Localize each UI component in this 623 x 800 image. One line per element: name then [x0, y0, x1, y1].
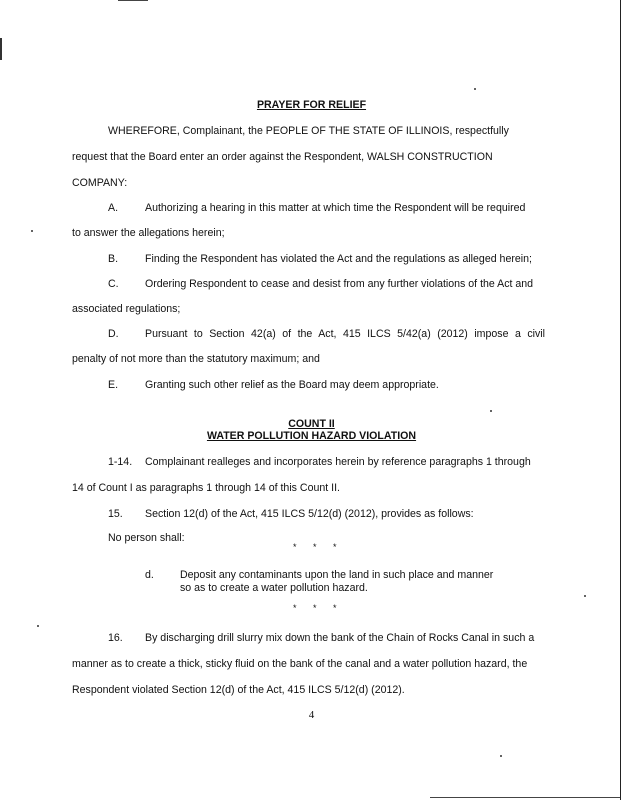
- relief-item-e-line-1: Granting such other relief as the Board may deem appropriate.: [145, 379, 439, 391]
- relief-item-a-label: A.: [108, 202, 119, 214]
- relief-item-e-label: E.: [108, 379, 119, 391]
- paragraph-16-line-2: manner as to create a thick, sticky fluid on the bank of the canal and a water pollution hazard, the: [72, 658, 528, 670]
- count-ii-heading: COUNT II: [288, 418, 335, 430]
- paragraph-1-14-label: 1-14.: [108, 456, 133, 468]
- relief-item-a-line-2: to answer the allegations herein;: [72, 227, 225, 239]
- page-number: 4: [308, 709, 315, 721]
- prayer-intro-line-2: request that the Board enter an order against the Respondent, WALSH CONSTRUCTION: [72, 151, 493, 163]
- paragraph-16-line-3: Respondent violated Section 12(d) of the Act, 415 ILCS 5/12(d) (2012).: [72, 684, 405, 696]
- prayer-intro-line-3: COMPANY:: [72, 177, 128, 189]
- ellipsis-stars-bottom: * * *: [293, 603, 344, 613]
- prayer-heading: PRAYER FOR RELIEF: [256, 99, 367, 111]
- scan-speck: [584, 595, 586, 597]
- scan-edge-right: [620, 0, 621, 800]
- prayer-intro-line-1: WHEREFORE, Complainant, the PEOPLE OF THE STATE OF ILLINOIS, respectfully: [108, 125, 509, 137]
- relief-item-a-line-1: Authorizing a hearing in this matter at which time the Respondent will be required: [145, 202, 526, 214]
- paragraph-15-text: Section 12(d) of the Act, 415 ILCS 5/12(d) (2012), provides as follows:: [145, 508, 474, 520]
- scan-speck: [500, 755, 502, 757]
- scan-speck: [37, 625, 39, 627]
- relief-item-c-label: C.: [108, 278, 119, 290]
- scan-edge-top: [118, 0, 148, 1]
- paragraph-15-label: 15.: [108, 508, 123, 520]
- paragraph-1-14-line-1: Complainant realleges and incorporates herein by reference paragraphs 1 through: [145, 456, 531, 468]
- quote-line-1: Deposit any contaminants upon the land in such place and manner: [180, 569, 494, 581]
- relief-item-d-line-2: penalty of not more than the statutory maximum; and: [72, 353, 320, 365]
- ellipsis-stars-top: * * *: [293, 542, 344, 552]
- scan-speck: [474, 88, 476, 90]
- relief-item-b-label: B.: [108, 253, 119, 265]
- scan-edge-bottom: [430, 797, 620, 798]
- relief-item-c-line-2: associated regulations;: [72, 303, 181, 315]
- paragraph-1-14-line-2: 14 of Count I as paragraphs 1 through 14 of this Count II.: [72, 482, 340, 494]
- quote-subsection-label: d.: [145, 569, 154, 581]
- relief-item-d-line-1: Pursuant to Section 42(a) of the Act, 415 ILCS 5/42(a) (2012) impose a civil: [145, 328, 545, 340]
- scan-speck: [490, 410, 492, 412]
- relief-item-c-line-1: Ordering Respondent to cease and desist from any further violations of the Act and: [145, 278, 534, 290]
- paragraph-16-line-1: By discharging drill slurry mix down the bank of the Chain of Rocks Canal in such a: [145, 632, 535, 644]
- paragraph-16-label: 16.: [108, 632, 123, 644]
- quote-intro: No person shall:: [108, 532, 185, 544]
- relief-item-d-label: D.: [108, 328, 119, 340]
- quote-line-2: so as to create a water pollution hazard.: [180, 582, 368, 594]
- scan-speck: [31, 230, 33, 232]
- count-ii-subheading: WATER POLLUTION HAZARD VIOLATION: [206, 430, 417, 442]
- scan-edge-left: [0, 38, 2, 60]
- relief-item-b-line-1: Finding the Respondent has violated the Act and the regulations as alleged herein;: [145, 253, 532, 265]
